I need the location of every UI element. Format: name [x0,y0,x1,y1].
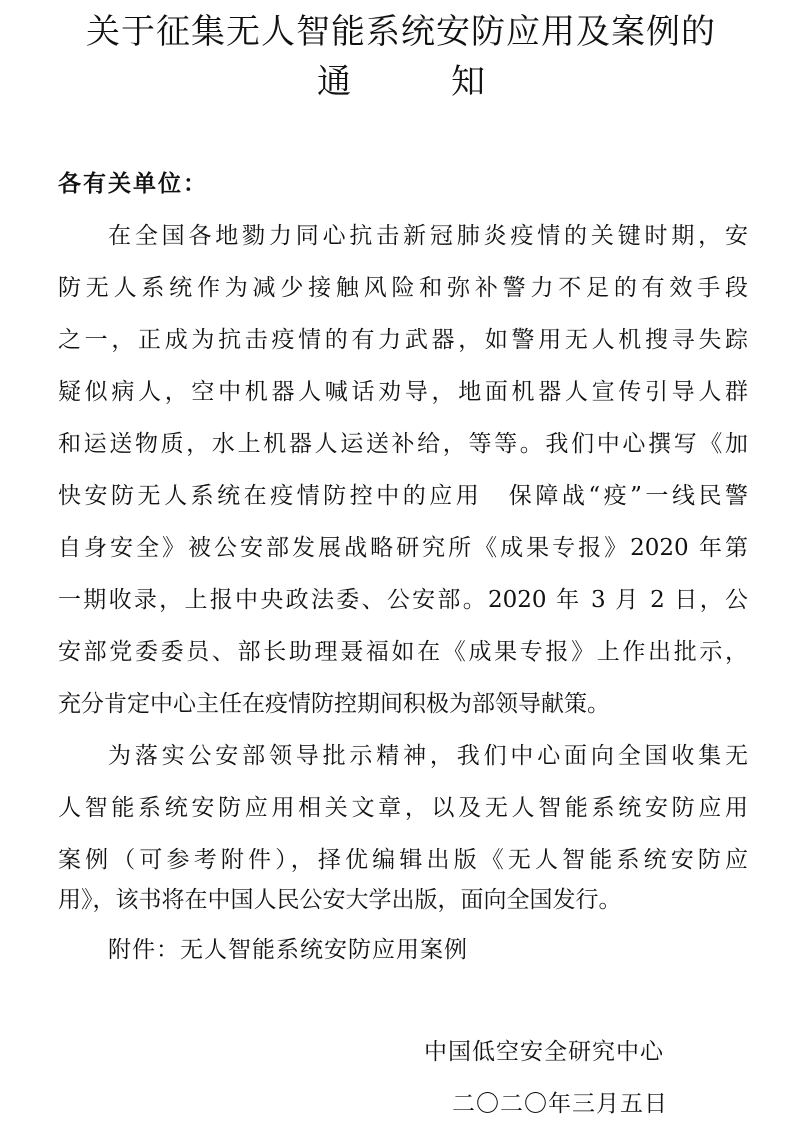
title-char-tong: 通 [317,62,351,102]
paragraph1-line: 疑似病人，空中机器人喊话劝导，地面机器人宣传引导人群 [58,379,748,405]
signature-date: 二〇二〇年三月五日 [452,1091,668,1117]
paragraph1-line: 和运送物质，水上机器人运送补给，等等。我们中心撰写《加 [58,431,748,457]
paragraph1-line: 防无人系统作为减少接触风险和弥补警力不足的有效手段 [58,275,748,301]
paragraph1-line: 一期收录，上报中央政法委、公安部。2020 年 3 月 2 日，公 [58,587,748,613]
paragraph1-line: 之一，正成为抗击疫情的有力武器，如警用无人机搜寻失踪 [58,327,748,353]
attachment-note: 附件：无人智能系统安防应用案例 [108,937,468,963]
document-title-line2 [0,58,802,106]
paragraph2-line: 案例（可参考附件），择优编辑出版《无人智能系统安防应 [58,847,748,873]
paragraph1-line: 自身安全》被公安部发展战略研究所《成果专报》2020 年第 [58,535,748,561]
paragraph2-line: 为落实公安部领导批示精神，我们中心面向全国收集无 [108,743,748,769]
paragraph1-line: 充分肯定中心主任在疫情防控期间积极为部领导献策。 [58,691,610,717]
paragraph2-line: 人智能系统安防应用相关文章，以及无人智能系统安防应用 [58,795,748,821]
paragraph1-line: 安部党委委员、部长助理聂福如在《成果专报》上作出批示， [58,639,748,665]
salutation: 各有关单位： [58,170,208,197]
signature-organization: 中国低空安全研究中心 [424,1039,664,1065]
document-title-line1: 关于征集无人智能系统安防应用及案例的 [86,12,716,52]
title-char-zhi: 知 [451,62,485,102]
paragraph1-line: 在全国各地勠力同心抗击新冠肺炎疫情的关键时期，安 [108,223,748,249]
paragraph1-line: 快安防无人系统在疫情防控中的应用 保障战“疫”一线民警 [58,483,748,509]
paragraph2-line: 用》，该书将在中国人民公安大学出版，面向全国发行。 [58,887,622,913]
